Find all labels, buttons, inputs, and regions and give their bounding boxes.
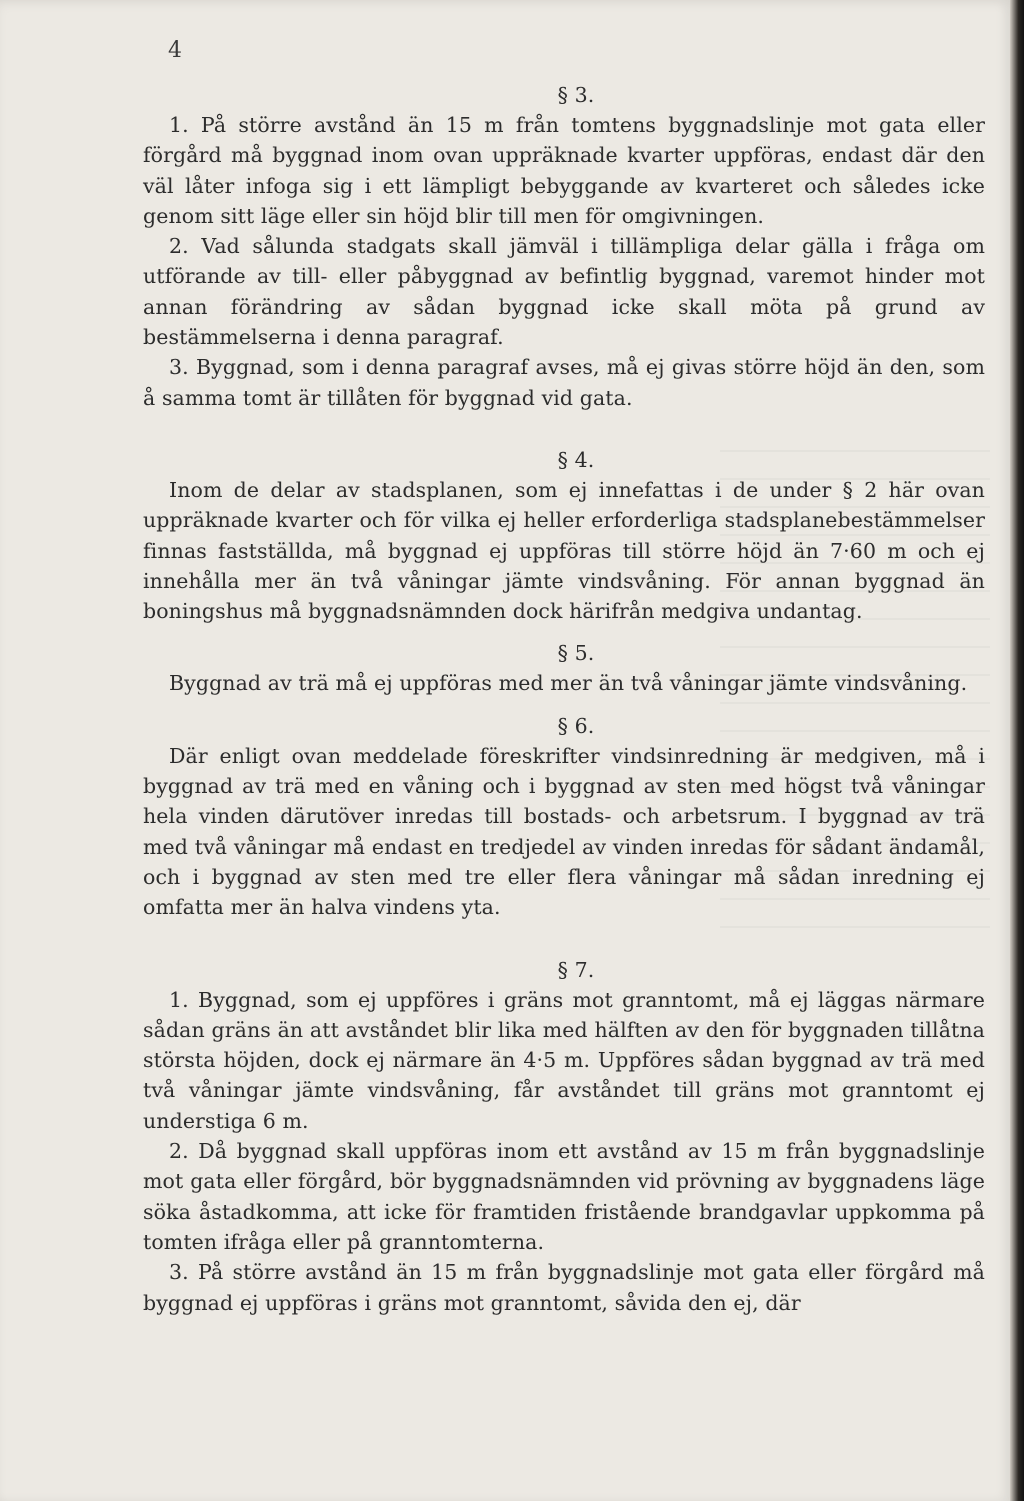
section-5-paragraph-1: Byggnad av trä må ej uppföras med mer än två våningar jämte vindsvåning. [169,671,968,696]
page-edge-shadow [1010,0,1024,1501]
spacer [143,413,985,445]
section-3-paragraph-1: 1. På större avstånd än 15 m från tomtens byggnadslinje mot gata eller förgård må byggnad inom ovan uppräknade kvarter uppföras, endast där den väl låter infoga sig i ett lämpligt bebyggande av kvarteret och således icke genom sitt läge eller sin höjd blir till men för omgivningen. [143,113,985,228]
section-3-paragraph-2: 2. Vad sålunda stadgats skall jämväl i tillämpliga delar gälla i fråga om utförande av till- eller påbyggnad av befintlig byggnad, varemot hinder mot annan förändring av sådan byggnad icke skall möta på grund av bestämmelserna i denna paragraf. [143,234,985,350]
section-6-paragraph-1: Där enligt ovan meddelade föreskrifter vindsinredning är medgiven, må i byggnad av trä med en våning och i byggnad av sten med högst två våningar hela vinden därutöver inredas till bostads- och arbetsrum. I byggnad av trä med två våningar må endast en tredjedel av vinden inredas för sådant ändamål, och i byggnad av sten med tre eller flera våningar må sådan inredning ej omfatta mer än halva vindens yta. [143,743,985,920]
section-7-paragraph-2: 2. Då byggnad skall uppföras inom ett avstånd av 15 m från byggnadslinje mot gata eller förgård, bör byggnadsnämnden vid prövning av byggnadens läge söka åstadkomma, att icke för framtiden fristående brandgavlar uppkomma på tomten ifråga eller på granntomterna. [143,1139,985,1254]
page-number: 4 [168,38,182,63]
spacer [143,699,985,711]
section-heading-7: § 7. [557,957,595,982]
section-heading-6: § 6. [557,713,595,738]
spacer [143,626,985,638]
section-heading-4: § 4. [557,447,595,472]
section-heading-5: § 5. [557,641,595,666]
section-7-paragraph-3: 3. På större avstånd än 15 m från byggnadslinje mot gata eller förgård må byggnad ej uppföras i gräns mot granntomt, såvida den ej, där [143,1260,985,1315]
spacer [143,923,985,955]
section-3-paragraph-3: 3. Byggnad, som i denna paragraf avses, må ej givas större höjd än den, som å samma tomt är tillåten för byggnad vid gata. [143,355,985,410]
section-7-paragraph-1: 1. Byggnad, som ej uppföres i gräns mot granntomt, må ej läggas närmare sådan gräns än att avståndet blir lika med hälften av den för byggnaden tillåtna största höjden, dock ej närmare än 4·5 m. Uppföres sådan byggnad av trä med två våningar jämte vindsvåning, får avståndet till gräns mot granntomt ej understiga 6 m. [143,987,985,1133]
page-body [143,80,985,1318]
section-4-paragraph-1: Inom de delar av stadsplanen, som ej innefattas i de under § 2 här ovan uppräknade kvarter och för vilka ej heller erforderliga stadsplanebestämmelser finnas fastställda, må byggnad ej uppföras till större höjd än 7·60 m och ej innehålla mer än två våningar jämte vindsvåning. För annan byggnad än boningshus må byggnadsnämnden dock härifrån medgiva undantag. [143,477,985,624]
section-heading-3: § 3. [557,83,595,107]
